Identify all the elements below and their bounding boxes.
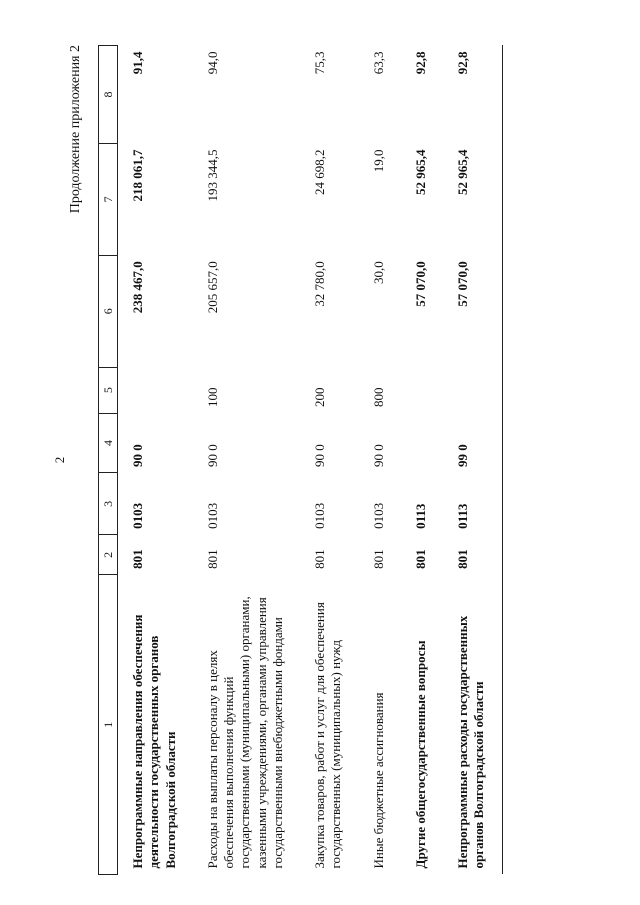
cell-col7: 52 965,4 <box>443 143 502 255</box>
cell-col6: 57 070,0 <box>412 261 428 307</box>
cell-col4: 90 0 <box>370 444 386 467</box>
cell-col8: 94,0 <box>204 51 220 75</box>
cell-col2: 801 <box>443 535 502 575</box>
cell-col5: 800 <box>370 387 386 408</box>
cell-col8: 63,3 <box>370 51 386 75</box>
column-header: 7 <box>99 143 118 255</box>
cell-col2: 801 <box>130 549 145 569</box>
row-name: Непрограммные расходы государственных органов Волгоградской области <box>443 575 502 875</box>
cell-col5 <box>401 367 443 413</box>
cell-col2: 801 <box>370 549 386 569</box>
cell-col7: 52 965,4 <box>412 149 428 195</box>
row-name: Расходы на выплаты персоналу в целях обеспечения выполнения функций государственными (муниципальными) органами, казенными учреждениями, органами управления государственными внебюджетными фондами <box>204 596 285 869</box>
cell-col3: 0103 <box>370 502 386 529</box>
column-header: 2 <box>99 535 118 575</box>
page-number: 2 <box>52 456 67 464</box>
column-header: 4 <box>99 413 118 473</box>
cell-col7: 24 698,2 <box>312 149 327 195</box>
cell-col3: 0113 <box>443 473 502 535</box>
table-row <box>401 46 443 875</box>
continuation-label: Продолжение приложения 2 <box>68 45 83 214</box>
cell-col2: 801 <box>204 549 220 569</box>
cell-col4: 90 0 <box>312 444 327 467</box>
cell-col8: 75,3 <box>312 51 327 75</box>
column-header: 1 <box>99 575 118 875</box>
cell-col3: 0113 <box>412 503 428 529</box>
cell-col7: 218 061,7 <box>130 149 145 202</box>
rotated-sheet <box>54 45 574 875</box>
appendix-table <box>98 45 503 875</box>
cell-col5: 100 <box>204 387 220 408</box>
cell-col7: 193 344,5 <box>204 149 220 202</box>
cell-col4: 99 0 <box>443 413 502 473</box>
column-header: 6 <box>99 255 118 367</box>
cell-col6: 238 467,0 <box>130 261 145 314</box>
cell-col8: 92,8 <box>412 51 428 75</box>
cell-col3: 0103 <box>130 502 145 529</box>
cell-col3: 0103 <box>312 502 327 529</box>
column-header: 8 <box>99 46 118 144</box>
cell-col7: 19,0 <box>370 149 386 173</box>
cell-col2: 801 <box>412 549 428 569</box>
cell-col6: 57 070,0 <box>443 255 502 367</box>
cell-col6: 32 780,0 <box>312 261 327 307</box>
row-name: Непрограммные направления обеспечения деятельности государственных органов Волгоградской области <box>130 614 178 869</box>
row-name: Иные бюджетные ассигнования <box>370 692 386 869</box>
cell-col4: 90 0 <box>130 444 145 467</box>
cell-col8: 91,4 <box>130 51 145 75</box>
row-name: Другие общегосударственные вопросы <box>412 640 428 869</box>
cell-col3: 0103 <box>204 502 220 529</box>
table-row <box>193 46 300 875</box>
cell-col6: 205 657,0 <box>204 261 220 314</box>
cell-col6: 30,0 <box>370 261 386 285</box>
cell-col4 <box>401 413 443 473</box>
cell-col4: 90 0 <box>204 444 220 467</box>
table-header-row <box>99 46 118 875</box>
table-row <box>118 46 193 875</box>
table-row <box>359 46 401 875</box>
column-header: 3 <box>99 473 118 535</box>
cell-col5: 200 <box>312 387 327 408</box>
cell-col2: 801 <box>312 549 327 569</box>
table-row <box>300 46 359 875</box>
column-header: 5 <box>99 367 118 413</box>
row-name: Закупка товаров, работ и услуг для обеспечения государственных (муниципальных) нужд <box>312 602 344 869</box>
cell-col5 <box>118 367 193 413</box>
table-row <box>443 46 502 875</box>
cell-col5 <box>443 367 502 413</box>
cell-col8: 92,8 <box>443 46 502 144</box>
